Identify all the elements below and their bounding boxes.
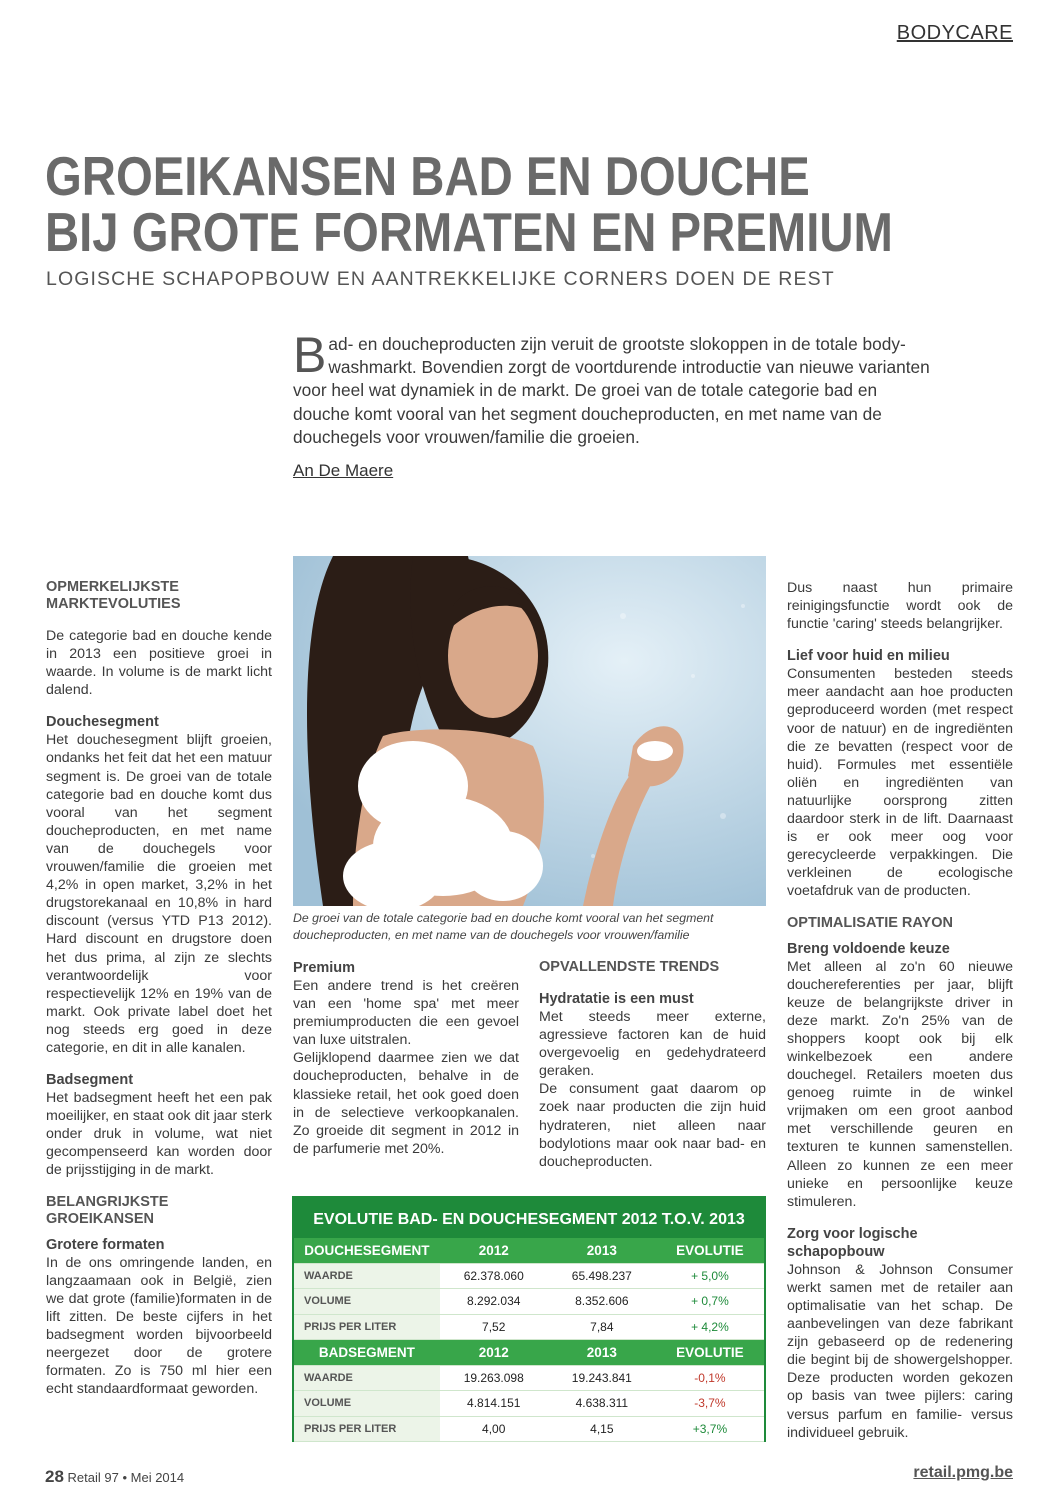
table-cell: 8.292.034 — [440, 1289, 548, 1315]
table-header-cell: BADSEGMENT — [294, 1340, 440, 1366]
heading-trends: OPVALLENDSTE TRENDS — [539, 959, 720, 975]
table-header-cell: DOUCHESEGMENT — [294, 1238, 440, 1263]
paragraph: Met steeds meer externe, agressieve factoren kan de huid overgevoelig en gedehydrateerd geraken. — [539, 1009, 766, 1080]
middle-column-right — [539, 959, 766, 1171]
heading-hydratatie: Hydratatie is een must — [539, 991, 694, 1007]
article-title — [45, 145, 893, 263]
paragraph: Het badsegment heeft het een pak moeilijker, en staat ook dit jaar sterk onder druk in volume, wat niet gecompenseerd kan worden door de prijsstijging in de markt. — [46, 1090, 272, 1179]
evolution-cell: + 5,0% — [656, 1263, 764, 1289]
evolution-cell: +3,7% — [656, 1416, 764, 1442]
article-subtitle: LOGISCHE SCHAPOPBOUW EN AANTREKKELIJKE CORNERS DOEN DE REST — [46, 268, 835, 290]
row-label: WAARDE — [294, 1263, 440, 1289]
paragraph: Een andere trend is het creëren van een 'home spa' met meer premiumproducten die een gevoel van luxe uitstralen. — [293, 978, 519, 1049]
paragraph: Consumenten besteden steeds meer aandacht aan hoe producten geproduceerd worden (met respect voor de natuur) en de ingrediënten die ze bevatten (respect voor de huid). Formules met essentiële oliën en ingrediënten van natuurlijke oorsprong zitten daardoor sterk in de lift. Daarnaast is er ook meer oog voor gerecycleerde verpakkingen. Die verkleinen de ecologische voetafdruk van de producten. — [787, 666, 1013, 900]
middle-column-left — [293, 959, 519, 1158]
heading-voldoende-keuze: Breng voldoende keuze — [787, 940, 950, 957]
table-header-row — [294, 1238, 764, 1263]
row-label: VOLUME — [294, 1289, 440, 1315]
table-cell: 7,84 — [548, 1314, 656, 1340]
table-row — [294, 1391, 764, 1417]
evolution-table — [294, 1238, 764, 1442]
table-row — [294, 1365, 764, 1391]
paragraph: Gelijklopend daarmee zien we dat doucheproducten, behalve in de klassieke retail, het ook goed doen in de selectieve verkoopkanalen. Zo groeide dit segment in 2012 in de parfumerie met 20%. — [293, 1050, 519, 1157]
drop-cap: B — [293, 327, 327, 383]
woman-in-shower-illustration — [293, 556, 766, 906]
evolution-cell: -3,7% — [656, 1391, 764, 1417]
intro-paragraph — [293, 327, 933, 449]
shower-photo — [293, 556, 766, 906]
heading-schapopbouw: Zorg voor logische schapopbouw — [787, 1225, 918, 1260]
heading-lief-voor-huid: Lief voor huid en milieu — [787, 648, 950, 665]
table-header-row — [294, 1340, 764, 1366]
heading-premium: Premium — [293, 960, 356, 976]
paragraph: Het douchesegment blijft groeien, ondanks het feit dat het een matuur segment is. De groei van de totale categorie bad en douche komt dus vooral van het segment doucheproducten, en met name van de douchegels voor vrouwen/familie die groeien met 4,2% in open market, 3,2% in het drugstorekanaal en 10,8% in hard discount (versus YTD P13 2012). Hard discount en drugstore doen het dus prima, al zijn ze slechts verantwoordelijk voor respectievelijk 12% en 19% van de markt. Ook private label doet het nog steeds erg goed in deze categorie, en dit in alle kanalen. — [46, 732, 272, 1056]
table-header-cell: EVOLUTIE — [656, 1238, 764, 1263]
table-row — [294, 1416, 764, 1442]
footer-folio — [45, 1467, 184, 1487]
paragraph: Met alleen al zo'n 60 nieuwe douchereferenties per jaar, blijft keuze de belangrijkste driver in deze markt. Zo'n 25% van de shoppers koopt ook bij elk winkelbezoek een andere douchegel. Retailers moeten dus genoeg ruimte in de winkel vrijmaken om een groot aanbod met verschillende geuren en texturen te kunnen samenstellen. Alleen zo kunnen ze een meer unieke en persoonlijke keuze stimuleren. — [787, 958, 1013, 1210]
paragraph: Dus naast hun primaire reinigingsfunctie wordt ook de functie 'caring' steeds belangrijker. — [787, 580, 1013, 633]
paragraph: In de ons omringende landen, en langzaamaan ook in België, zien we dat grote (familie)formaten in de lift zitten. De beste cijfers in het badsegment worden bijvoorbeeld neergezet door de grotere formaten. Zo is 750 ml hier een echt standaardformaat geworden. — [46, 1254, 272, 1398]
heading-groeikansen: BELANGRIJKSTE GROEIKANSEN — [46, 1193, 169, 1227]
author-link[interactable]: An De Maere — [293, 461, 394, 480]
row-label: WAARDE — [294, 1365, 440, 1391]
table-title: EVOLUTIE BAD- EN DOUCHESEGMENT 2012 T.O.V. 2013 — [294, 1198, 764, 1238]
evolution-cell: + 4,2% — [656, 1314, 764, 1340]
table-header-cell: 2012 — [440, 1340, 548, 1366]
section-tag[interactable]: BODYCARE — [896, 22, 1013, 44]
table-header-cell: EVOLUTIE — [656, 1340, 764, 1366]
title-line-2: BIJ GROTE FORMATEN EN PREMIUM — [45, 201, 893, 263]
right-column — [787, 579, 1013, 1442]
table-cell: 4,00 — [440, 1416, 548, 1442]
photo-caption: De groei van de totale categorie bad en douche komt vooral van het segment doucheproducten, en met name van de douchegels voor vrouwen/familie — [293, 911, 714, 942]
table-header-cell: 2013 — [548, 1238, 656, 1263]
paragraph: De categorie bad en douche kende in 2013 een positieve groei in waarde. In volume is de markt licht dalend. — [46, 628, 272, 699]
page-number: 28 — [45, 1467, 64, 1486]
row-label: PRIJS PER LITER — [294, 1314, 440, 1340]
paragraph: De consument gaat daarom op zoek naar producten die zijn huid hydrateren, niet alleen naar bodylotions maar ook naar bad- en doucheproducten. — [539, 1081, 766, 1170]
table-cell: 19.263.098 — [440, 1365, 548, 1391]
row-label: PRIJS PER LITER — [294, 1416, 440, 1442]
heading-grotere-formaten: Grotere formaten — [46, 1236, 165, 1253]
table-cell: 19.243.841 — [548, 1365, 656, 1391]
title-line-1: GROEIKANSEN BAD EN DOUCHE — [45, 145, 810, 207]
evolution-cell: + 0,7% — [656, 1289, 764, 1315]
table-header-cell: 2013 — [548, 1340, 656, 1366]
table-cell: 65.498.237 — [548, 1263, 656, 1289]
table-cell: 4,15 — [548, 1416, 656, 1442]
paragraph: Johnson & Johnson Consumer werkt samen met de retailer aan optimalisatie van het schap. De aanbevelingen van deze fabrikant zijn gebaseerd op de redenering die begint bij de showergelshopper. Deze producten worden gekozen op basis van twee pijlers: caring versus parfum en familie- versus individueel gebruik. — [787, 1261, 1013, 1441]
heading-douchesegment: Douchesegment — [46, 714, 159, 731]
website-link[interactable]: retail.pmg.be — [913, 1464, 1013, 1481]
table-cell: 4.638.311 — [548, 1391, 656, 1417]
table-row — [294, 1263, 764, 1289]
issue-info: Retail 97 • Mei 2014 — [67, 1470, 185, 1485]
evolution-table-box — [292, 1196, 766, 1442]
intro-text: ad- en doucheproducten zijn veruit de grootste slokoppen in de totale body-washmarkt. Bovendien zorgt de voortdurende introductie van nieuwe varianten voor heel wat dynamiek in de markt. De groei van de totale categorie bad en douche komt vooral van het segment doucheproducten, en met name van de douchegels voor vrouwen/familie die groeien. — [293, 334, 930, 447]
heading-marktevoluties: OPMERKELIJKSTE MARKTEVOLUTIES — [46, 579, 181, 612]
heading-badsegment: Badsegment — [46, 1072, 134, 1089]
table-row — [294, 1289, 764, 1315]
heading-optimalisatie-rayon: OPTIMALISATIE RAYON — [787, 914, 953, 931]
table-cell: 4.814.151 — [440, 1391, 548, 1417]
table-cell: 8.352.606 — [548, 1289, 656, 1315]
row-label: VOLUME — [294, 1391, 440, 1417]
table-row — [294, 1314, 764, 1340]
evolution-cell: -0,1% — [656, 1365, 764, 1391]
table-header-cell: 2012 — [440, 1238, 548, 1263]
table-cell: 7,52 — [440, 1314, 548, 1340]
table-cell: 62.378.060 — [440, 1263, 548, 1289]
left-column — [46, 579, 272, 1398]
